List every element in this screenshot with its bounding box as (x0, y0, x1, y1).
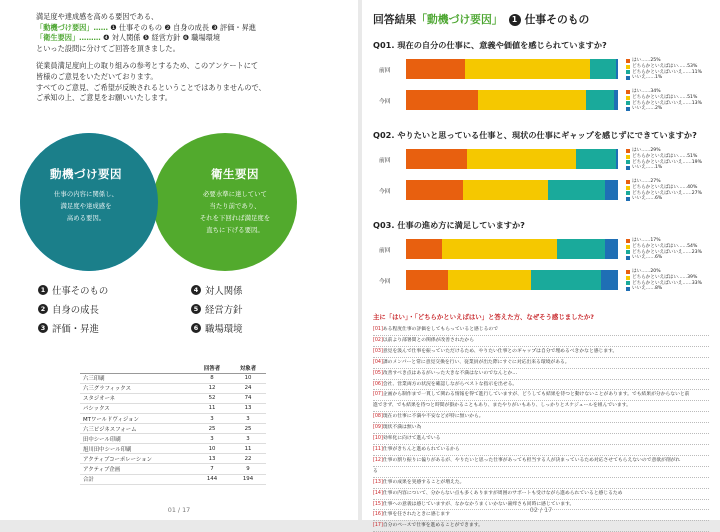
legend-text: どちらかといえばいいえ……33% (632, 280, 702, 286)
legend-item (626, 286, 702, 292)
reason-text: 意見を汲んで仕事を振っていただけるため、やりたい仕事とのギャップは自分で埋めるべきかなと感じます。 (382, 348, 618, 354)
bar-segment (406, 90, 478, 110)
legend-text: はい……20% (632, 269, 661, 274)
legend-text: はい……17% (632, 238, 661, 243)
list-item (373, 521, 709, 532)
list-item (373, 434, 709, 445)
table-row (80, 413, 266, 423)
legend-swatch (626, 59, 630, 63)
legend-text: どちらかといえばいいえ……13% (632, 100, 702, 106)
legend-swatch (626, 276, 630, 280)
company-name: アクティブコーポレーション (80, 454, 194, 464)
legend-item (626, 106, 702, 112)
reason-number: [12] (373, 457, 383, 463)
total-label: 合計 (80, 474, 194, 484)
reason-number: [08] (373, 414, 383, 420)
stacked-bar (406, 270, 618, 290)
legend-swatch (626, 96, 630, 100)
reason-number: [04] (373, 359, 383, 365)
bar-segment (576, 149, 616, 169)
company-name: 六三印刷 (80, 373, 194, 383)
respondents-count: 52 (194, 393, 230, 403)
list-item (373, 336, 709, 347)
bar-segment (406, 149, 467, 169)
reason-text: 効率化に向けて進んでいる (382, 436, 441, 442)
table-row (80, 373, 266, 383)
bar-segment (548, 180, 605, 200)
legend-swatch (626, 256, 630, 260)
legend-swatch (626, 180, 630, 184)
list-item (373, 380, 709, 391)
list-item (373, 390, 709, 401)
reason-text: 仕事への意義は感じていますが、なかなかうまくいかない歯痒さも同時に感じています。 (382, 501, 575, 507)
intro-text (36, 12, 326, 104)
legend-swatch (626, 250, 630, 254)
bar-segment (448, 270, 531, 290)
legend-text: どちらかといえばいいえ……23% (632, 249, 702, 255)
legend-item (626, 255, 702, 261)
legend-text: いいえ……8% (632, 286, 663, 292)
company-name: 六三グラフィックス (80, 383, 194, 393)
intro-para2-4: ご承知の上、ご意見をお願いいたします。 (36, 93, 172, 103)
list-item (373, 445, 709, 456)
legend-text: どちらかといえばいいえ……11% (632, 69, 702, 75)
legend-swatch (626, 90, 630, 94)
stacked-bar (406, 149, 618, 169)
intro-line-2: 「動機づけ要因」…… ❶ 仕事そのもの ❷ 自身の成長 ❸ 評価・昇進 (36, 22, 256, 32)
table-row (80, 403, 266, 413)
list-item (373, 456, 709, 467)
legend-text: どちらかといえばはい……39% (632, 274, 698, 280)
list-item (373, 369, 709, 380)
list-item (373, 423, 709, 434)
bar-row-label: 前回 (379, 248, 391, 254)
bar-segment (442, 239, 556, 259)
factor-6: 6 職場環境 (191, 321, 243, 335)
hygiene-title: 衛生要因 (211, 167, 259, 181)
reason-text: 仕事の内容について、分からない点も多くありますが周囲のサポートも受けながら進められていると感じるため (382, 490, 623, 496)
bar-segment (463, 180, 548, 200)
bar-segment (586, 90, 614, 110)
motivation-text: 動機づけ要因 仕事の内容に関係し、 満足度や達成感を 高める要因。 (26, 166, 146, 224)
question-title: Q02. やりたいと思っている仕事と、現状の仕事にギャップを感じずにできていますか? (373, 130, 697, 140)
reason-text: 課のメンバーと常に意見交換を行い、従業員が出た際にすぐに対応出来る環境がある。 (382, 359, 570, 365)
legend-text: いいえ……1% (632, 165, 663, 171)
table-row (80, 424, 266, 434)
bar-row (373, 59, 703, 79)
legend-text: どちらかといえばはい……40% (632, 184, 698, 190)
bar-legend (626, 269, 702, 292)
targets-count: 10 (230, 373, 266, 383)
list-item (373, 347, 709, 358)
reason-text: 改善すべき点はあるがいった大きな不満はないのでなんとか… (382, 370, 518, 376)
bar-row (373, 180, 703, 200)
bar-segment (590, 59, 616, 79)
legend-swatch (626, 245, 630, 249)
respondents-count: 7 (194, 464, 230, 474)
reason-number: [15] (373, 501, 383, 507)
page-one (0, 0, 358, 520)
legend-text: はい……27% (632, 179, 661, 184)
legend-swatch (626, 160, 630, 164)
targets-count: 74 (230, 393, 266, 403)
reason-number: [16] (373, 512, 383, 518)
intro-para2-2: 皆様のご意見をいただいております。 (36, 71, 158, 81)
respondents-count: 8 (194, 373, 230, 383)
reason-text: 企画から制作まで一貫して関わる情報を得て進行していますが、どうしても結果を待つと動けないことがあります。でも結果が分からないと前 (382, 392, 690, 398)
legend-swatch (626, 281, 630, 285)
bar-segment (467, 149, 575, 169)
bar-segment (406, 59, 465, 79)
bar-segment (557, 239, 606, 259)
table-row (80, 464, 266, 474)
motivation-title: 動機づけ要因 (50, 167, 122, 181)
list-item (373, 358, 709, 369)
legend-text: いいえ……6% (632, 196, 663, 202)
bar-segment (465, 59, 590, 79)
bar-row-label: 今回 (379, 279, 391, 285)
reason-number: [13] (373, 479, 383, 485)
reason-text: 現状不満は無い為 (382, 425, 422, 431)
total-count: 144 (194, 474, 230, 484)
table-row (80, 383, 266, 393)
bar-segment (531, 270, 601, 290)
factor-5: 5 経営方針 (191, 302, 243, 316)
reason-text: 進できず、でも結果を待つと時間が掛かることもあり、またやりがいもあり、しっかりとスケジュールを組んでいます。 (373, 403, 631, 409)
legend-text: どちらかといえばはい……51% (632, 94, 698, 100)
reason-text: 自分のペースで仕事を進めることができます。 (382, 523, 483, 529)
bar-legend (626, 148, 702, 171)
targets-count: 9 (230, 464, 266, 474)
respondents-count: 3 (194, 413, 230, 423)
bar-segment (616, 149, 618, 169)
intro-para2-3: すべてのご意見、ご希望が反映されるということではありませんので、 (36, 82, 266, 92)
reason-number: [03] (373, 348, 383, 354)
bar-row-label: 前回 (379, 158, 391, 164)
legend-text: はい……34% (632, 89, 661, 94)
question-1 (373, 40, 703, 112)
targets-count: 13 (230, 403, 266, 413)
factor-2: 2 自身の成長 (38, 302, 99, 316)
list-item (373, 401, 709, 412)
reason-text: 仕事がきちんと進められているから (382, 446, 460, 452)
question-title: Q03. 仕事の進め方に満足していますか? (373, 220, 525, 230)
company-name: 六三ビジネスフォーム (80, 424, 194, 434)
bar-segment (601, 270, 618, 290)
bar-legend (626, 58, 702, 81)
bar-segment (406, 180, 463, 200)
legend-item (626, 196, 702, 202)
legend-swatch (626, 149, 630, 153)
bar-segment (478, 90, 586, 110)
reason-text: ある程度仕事の評価をしてもらっていると感じるので (382, 327, 498, 332)
total-count: 194 (230, 474, 266, 484)
legend-swatch (626, 197, 630, 201)
reason-number: [06] (373, 381, 383, 387)
legend-swatch (626, 101, 630, 105)
bar-legend (626, 238, 702, 261)
factor-3: 3 評価・昇進 (38, 321, 99, 335)
reason-number: [11] (373, 446, 383, 452)
targets-count: 22 (230, 454, 266, 464)
venn-diagram (20, 133, 316, 263)
reasons-section (373, 312, 709, 532)
question-title: Q01. 現在の自分の仕事に、意義や価値を感じられていますか? (373, 40, 607, 50)
legend-swatch (626, 166, 630, 170)
list-item (373, 412, 709, 423)
legend-swatch (626, 270, 630, 274)
company-name: 旭川田中シール印刷 (80, 444, 194, 454)
legend-swatch (626, 155, 630, 159)
legend-swatch (626, 191, 630, 195)
bar-legend (626, 89, 702, 112)
legend-text: どちらかといえばはい……53% (632, 63, 698, 69)
intro-line-3: 「衛生要因」……… ❹ 対人関係 ❺ 経営方針 ❻ 職場環境 (36, 33, 221, 43)
respondents-count: 13 (194, 454, 230, 464)
stacked-bar (406, 59, 618, 79)
factor-4: 4 対人関係 (191, 283, 243, 297)
reason-text: 仕事の成果を実感することが増えた。 (382, 479, 465, 485)
reason-text: 会社、営業両方の状況を確認しながらベストな指示を出せる。 (382, 381, 518, 387)
bar-row-label: 今回 (379, 99, 391, 105)
bar-segment (616, 59, 618, 79)
question-3 (373, 220, 703, 292)
stacked-bar (406, 180, 618, 200)
legend-text: どちらかといえばはい……54% (632, 243, 698, 249)
targets-count: 11 (230, 444, 266, 454)
reason-text: 現在の仕事に不満や不安などが特に無いから。 (382, 414, 484, 420)
reason-number: [09] (373, 425, 383, 431)
reason-text: 仕事を任されたときに感じます (382, 512, 451, 518)
legend-text: いいえ……1% (632, 75, 663, 81)
company-name: パシックス (80, 403, 194, 413)
targets-count: 24 (230, 383, 266, 393)
bar-segment (605, 180, 618, 200)
stacked-bar (406, 90, 618, 110)
table-row (80, 393, 266, 403)
bar-segment (406, 270, 448, 290)
legend-swatch (626, 287, 630, 291)
intro-line-4: といった設問に分けてご回答を頂きました。 (36, 43, 180, 53)
respondents-count: 25 (194, 424, 230, 434)
intro-para2-1: 従業員満足度向上の取り組みの参考とするため、このアンケートにて (36, 61, 259, 71)
reason-number: [05] (373, 370, 383, 376)
bar-row (373, 239, 703, 259)
legend-swatch (626, 76, 630, 80)
reasons-title: 主に「はい」・「どちらかといえばはい」と答えた方、なぜそう感じましたか? (373, 313, 594, 321)
question-2 (373, 130, 703, 202)
legend-swatch (626, 239, 630, 243)
bar-row-label: 今回 (379, 189, 391, 195)
table-header-row: 回答者 対象者 (80, 363, 266, 373)
respondents-count: 11 (194, 403, 230, 413)
reason-number: [10] (373, 436, 383, 442)
company-name: 田中シール印刷 (80, 434, 194, 444)
table-row (80, 454, 266, 464)
list-item (373, 325, 709, 336)
reason-number: [17] (373, 523, 383, 529)
legend-text: いいえ……2% (632, 106, 663, 112)
bar-row (373, 90, 703, 110)
respondent-table (80, 363, 266, 485)
legend-text: いいえ……6% (632, 255, 663, 261)
legend-text: どちらかといえばいいえ……19% (632, 159, 702, 165)
table-row (80, 444, 266, 454)
legend-text: はい……29% (632, 148, 661, 153)
factor-1: 1 仕事そのもの (38, 283, 108, 297)
targets-count: 25 (230, 424, 266, 434)
company-name: MTワールドヴィジョン (80, 413, 194, 423)
bar-row (373, 149, 703, 169)
respondents-count: 12 (194, 383, 230, 393)
page-number: 02 / 17 (529, 506, 553, 514)
legend-item (626, 165, 702, 171)
legend-swatch (626, 65, 630, 69)
bar-row (373, 270, 703, 290)
targets-count: 3 (230, 434, 266, 444)
company-name: アクティブ企画 (80, 464, 194, 474)
bar-segment (406, 239, 442, 259)
respondents-count: 3 (194, 434, 230, 444)
reason-number: [07] (373, 392, 383, 398)
stacked-bar (406, 239, 618, 259)
bar-segment (614, 90, 618, 110)
legend-text: どちらかといえばいいえ……27% (632, 190, 702, 196)
results-title: 回答結果 「動機づけ要因」 1 仕事そのもの (373, 13, 590, 26)
bar-legend (626, 179, 702, 202)
legend-swatch (626, 186, 630, 190)
legend-swatch (626, 107, 630, 111)
page-two (362, 0, 720, 529)
hygiene-text: 衛生要因 必要水準に達していて 当たり前であり、 それを下回れば満足度を 直ちに下げる要因。 (175, 166, 295, 236)
targets-count: 3 (230, 413, 266, 423)
bar-segment (605, 239, 618, 259)
company-name: スタジオーネ (80, 393, 194, 403)
respondents-count: 10 (194, 444, 230, 454)
legend-text: はい……25% (632, 58, 661, 63)
table-total-row (80, 474, 266, 484)
reason-number: [01] (373, 327, 383, 332)
reason-text: 仕事の割り振りに偏りがあるが、やりたいと思った仕事があっても担当する人が決まっているため対応させてもらえないので意欲が削がれ (382, 457, 681, 463)
legend-swatch (626, 70, 630, 74)
legend-text: どちらかといえばはい……51% (632, 153, 698, 159)
reason-number: [02] (373, 337, 383, 343)
list-item (373, 478, 709, 489)
list-item (373, 467, 709, 478)
page-number: 01 / 17 (167, 506, 191, 514)
bar-row-label: 前回 (379, 68, 391, 74)
reason-number: [14] (373, 490, 383, 496)
legend-item (626, 75, 702, 81)
intro-line-1: 満足度や達成感を高める要因である、 (36, 12, 159, 21)
list-item (373, 489, 709, 500)
table-row (80, 434, 266, 444)
reason-text: 以前より部署間との関係が改善されたから (382, 337, 475, 343)
reason-text: る (373, 468, 378, 474)
